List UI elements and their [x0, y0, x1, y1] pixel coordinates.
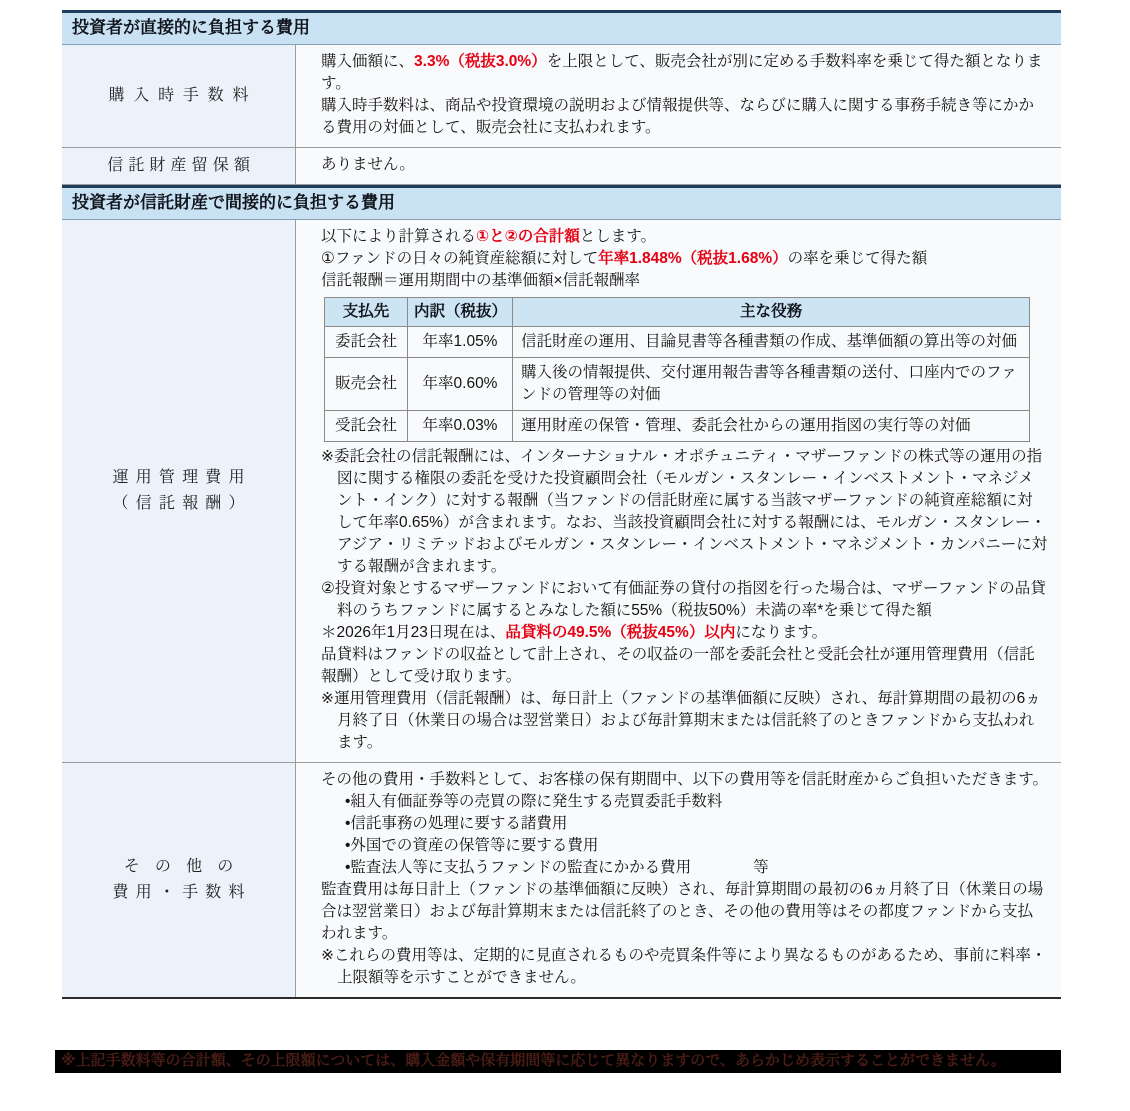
retention-content	[296, 148, 1061, 184]
management-fee-content	[296, 220, 1061, 762]
list-item: •組入有価証券等の売買の際に発生する売買委託手数料	[345, 793, 723, 810]
rate-highlight: 3.3%（税抜3.0%）	[414, 53, 547, 70]
role-cell: 購入後の情報提供、交付運用報告書等各種書類の送付、口座内でのファンドの管理等の対価	[513, 358, 1030, 411]
fee-breakdown-table	[324, 297, 1030, 442]
payee-cell: 販売会社	[325, 358, 408, 411]
management-fee-label-line1: 運用管理費用	[112, 469, 252, 486]
retention-text: ありません。	[321, 156, 415, 173]
text-segment: になります。	[735, 624, 828, 641]
rate-cell: 年率0.60%	[408, 358, 513, 411]
retention-label-cell	[62, 148, 296, 184]
other-fees-content	[296, 763, 1061, 997]
text-segment: を上限として、販売会社が別に定める手数料率を乗じて得た額となります。	[321, 53, 1043, 92]
management-fee-label-cell	[62, 220, 296, 762]
section-header-direct-costs	[62, 10, 1061, 45]
text-segment: ①ファンドの日々の純資産総額に対して	[321, 250, 599, 267]
rate-cell: 年率0.03%	[408, 411, 513, 442]
other-fees-audit-paragraph: 監査費用は毎日計上（ファンドの基準価額に反映）され、毎計算期間の最初の6ヵ月終了日（休業日の場合は翌営業日）および毎計算期末または信託終了のとき、その他の費用等はその都度ファンドから支払われます。	[321, 881, 1044, 942]
mgmt-note1: ※委託会社の信託報酬には、インターナショナル・オポチュニティ・マザーファンドの株式等の運用の指図に関する権限の委託を受けた投資顧問会社（モルガン・スタンレー・インベストメント・マネジメント・インク）に対する報酬（当ファンドの信託財産に属する当該マザーファンドの純資産総額に対して年率0.65%）が含まれます。なお、当該投資顧問会社に対する報酬には、モルガン・スタンレー・アジア・リミテッドおよびモルガン・スタンレー・インベストメント・マネジメント・カンパニーに対する報酬が含まれます。	[321, 448, 1048, 575]
table-row	[325, 358, 1030, 411]
mgmt-formula: 信託報酬＝運用期間中の基準価額×信託報酬率	[321, 272, 641, 289]
list-item: •信託事務の処理に要する諸費用	[345, 815, 568, 832]
rate-highlight: 年率1.848%（税抜1.68%）	[598, 250, 788, 267]
purchase-fee-label: 購入時手数料	[108, 87, 258, 104]
row-other-fees	[62, 763, 1061, 997]
table-row	[325, 327, 1030, 358]
other-fees-bullet-list	[345, 791, 1048, 879]
footer-disclaimer-bar	[55, 1050, 1061, 1073]
other-fees-label-line2: 費用・手数料	[112, 884, 252, 901]
text-segment: の率を乗じて得た額	[787, 250, 928, 267]
other-fees-intro: その他の費用・手数料として、お客様の保有期間中、以下の費用等を信託財産からご負担いただきます。	[321, 771, 1048, 788]
rate-highlight: 品貸料の49.5%（税抜45%）以内	[505, 624, 736, 641]
retention-label: 信託財産留保額	[107, 157, 255, 174]
role-cell: 運用財産の保管・管理、委託会社からの運用指図の実行等の対価	[513, 411, 1030, 442]
purchase-fee-paragraph-2: 購入時手数料は、商品や投資環境の説明および情報提供等、ならびに購入に関する事務手続き等にかかる費用の対価として、販売会社に支払われます。	[321, 97, 1035, 136]
management-fee-label-line2: （信託報酬）	[112, 495, 252, 512]
purchase-fee-paragraph-1	[321, 51, 1048, 95]
list-item: •監査法人等に支払うファンドの監査にかかる費用 等	[345, 859, 769, 876]
other-fees-note: ※これらの費用等は、定期的に見直されるものや売買条件等により異なるものがあるため、事前に料率・上限額等を示すことができません。	[321, 947, 1047, 986]
text-segment: ＊2026年1月23日現在は、	[321, 624, 506, 641]
role-cell: 信託財産の運用、目論見書等各種書類の作成、基準価額の算出等の対価	[513, 327, 1030, 358]
payee-cell: 委託会社	[325, 327, 408, 358]
section-header-indirect-costs	[62, 185, 1061, 220]
sum-highlight: ①と②の合計額	[476, 228, 580, 245]
text-segment: 以下により計算される	[321, 228, 477, 245]
row-retention-amount	[62, 148, 1061, 185]
purchase-fee-label-cell	[62, 45, 296, 147]
purchase-fee-content	[296, 45, 1061, 147]
mgmt-item1	[321, 248, 1048, 270]
rate-cell: 年率1.05%	[408, 327, 513, 358]
fee-table	[62, 10, 1061, 999]
table-row	[325, 411, 1030, 442]
text-segment: 購入価額に、	[321, 53, 415, 70]
section-title: 投資者が直接的に負担する費用	[72, 18, 310, 37]
mgmt-subnote: 品貸料はファンドの収益として計上され、その収益の一部を委託会社と受託会社が運用管理費用（信託報酬）として受け取ります。	[321, 646, 1035, 685]
footer-disclaimer-text: ※上記手数料等の合計額、その上限額については、購入金額や保有期間等に応じて異なりますので、あらかじめ表示することができません。	[61, 1052, 1006, 1069]
other-fees-label-line1: その他の	[123, 858, 249, 875]
list-item: •外国での資産の保管等に要する費用	[345, 837, 599, 854]
payee-cell: 受託会社	[325, 411, 408, 442]
column-header-payee: 支払先	[325, 298, 408, 327]
row-management-fee	[62, 220, 1061, 763]
other-fees-label-cell	[62, 763, 296, 997]
column-header-rate: 内訳（税抜）	[408, 298, 513, 327]
column-header-role: 主な役務	[513, 298, 1030, 327]
section-title: 投資者が信託財産で間接的に負担する費用	[72, 193, 395, 212]
fee-table-header-row	[325, 298, 1030, 327]
row-purchase-fee	[62, 45, 1061, 148]
mgmt-note2: ※運用管理費用（信託報酬）は、毎日計上（ファンドの基準価額に反映）され、毎計算期間の最初の6ヵ月終了日（休業日の場合は翌営業日）および毎計算期末または信託終了のときファンドから支払われます。	[321, 690, 1041, 751]
mgmt-star-note	[321, 622, 1048, 644]
mgmt-item2: ②投資対象とするマザーファンドにおいて有価証券の貸付の指図を行った場合は、マザーファンドの品貸料のうちファンドに属するとみなした額に55%（税抜50%）未満の率*を乗じて得た額	[321, 580, 1046, 619]
text-segment: とします。	[579, 228, 657, 245]
mgmt-intro	[321, 226, 1048, 248]
